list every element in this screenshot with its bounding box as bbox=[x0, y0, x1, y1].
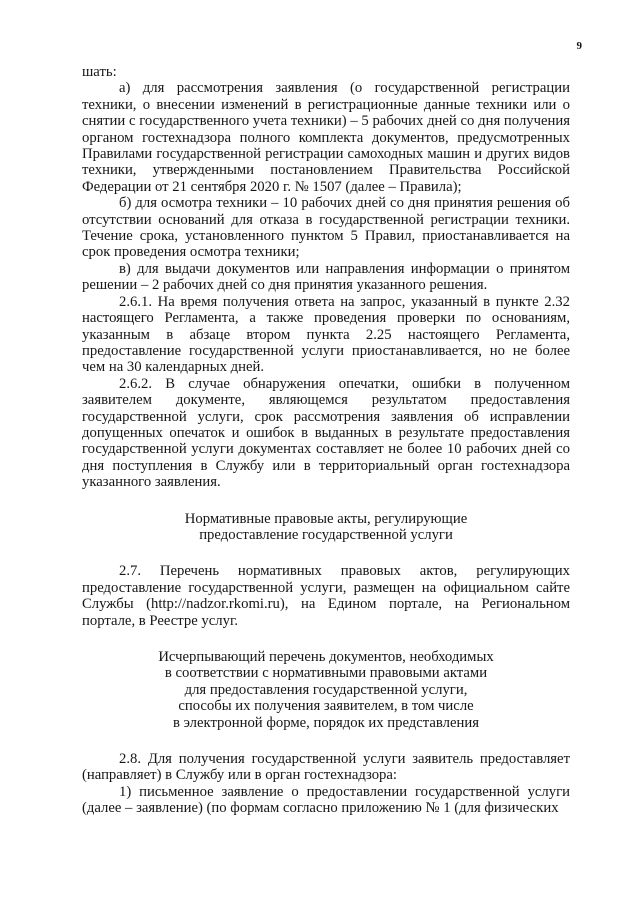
paragraph: 2.7. Перечень нормативных правовых актов, регулирующих предоставление государственной услуги, размещен на официальном сайте Службы (http://nadzor.rkomi.ru), на Едином портале, на Региональном портале, в Реестре услуг. bbox=[82, 563, 570, 629]
paragraph: 1) письменное заявление о предоставлении государственной услуги (далее – заявление) (по формам согласно приложению № 1 (для физических bbox=[82, 783, 570, 817]
heading-line: в электронной форме, порядок их представления bbox=[173, 714, 479, 731]
page-number: 9 bbox=[576, 40, 582, 52]
section-heading bbox=[82, 649, 570, 731]
heading-line: для предоставления государственной услуги, bbox=[184, 681, 468, 698]
block-spacer bbox=[82, 629, 570, 649]
paragraph: б) для осмотра техники – 10 рабочих дней со дня принятия решения об отсутствии оснований для отказа в государственной регистрации техники. Течение срока, установленного пунктом 5 Правил, приостанавливается на срок проведения осмотра техники; bbox=[82, 195, 570, 261]
block-spacer bbox=[82, 543, 570, 563]
paragraph: шать: bbox=[82, 64, 117, 80]
block-spacer bbox=[82, 491, 570, 511]
heading-line: в соответствии с нормативными правовыми актами bbox=[164, 665, 488, 682]
paragraph: а) для рассмотрения заявления (о государственной регистрации техники, о внесении изменений в регистрационные данные техники или о снятии с государственного учета техники) – 5 рабочих дней со дня получения органом гостехнадзора полного комплекта документов, предусмотренных Правилами государственной регистрации самоходных машин и других видов техники, утвержденными постановлением Правительства Российской Федерации от 21 сентября 2020 г. № 1507 (далее – Правила); bbox=[82, 80, 570, 195]
paragraph: 2.8. Для получения государственной услуги заявитель предоставляет (направляет) в Службу или в орган гостехнадзора: bbox=[82, 751, 570, 784]
section-heading bbox=[82, 511, 570, 544]
block-spacer bbox=[82, 731, 570, 751]
document-body bbox=[82, 64, 570, 817]
heading-line: предоставление государственной услуги bbox=[199, 526, 453, 543]
paragraph: 2.6.1. На время получения ответа на запрос, указанный в пункте 2.32 настоящего Регламента, а также проведения проверки по основаниям, указанным в абзаце втором пункта 2.25 настоящего Регламента, предоставление государственной услуги приостанавливается, но не более чем на 30 календарных дней. bbox=[82, 293, 570, 376]
paragraph: в) для выдачи документов или направления информации о принятом решении – 2 рабочих дней со дня принятия указанного решения. bbox=[82, 260, 570, 294]
heading-line: Исчерпывающий перечень документов, необходимых bbox=[158, 649, 494, 665]
heading-line: способы их получения заявителем, в том числе bbox=[178, 698, 474, 715]
paragraph: 2.6.2. В случае обнаружения опечатки, ошибки в полученном заявителем документе, являющемся результатом предоставления государственной услуги, срок рассмотрения заявления об исправлении допущенных опечаток и ошибок в выданных в результате предоставления государственной услуги документах составляет не более 10 рабочих дней со дня поступления в Службу или в территориальный орган гостехнадзора указанного заявления. bbox=[82, 375, 570, 491]
heading-line: Нормативные правовые акты, регулирующие bbox=[184, 510, 468, 527]
